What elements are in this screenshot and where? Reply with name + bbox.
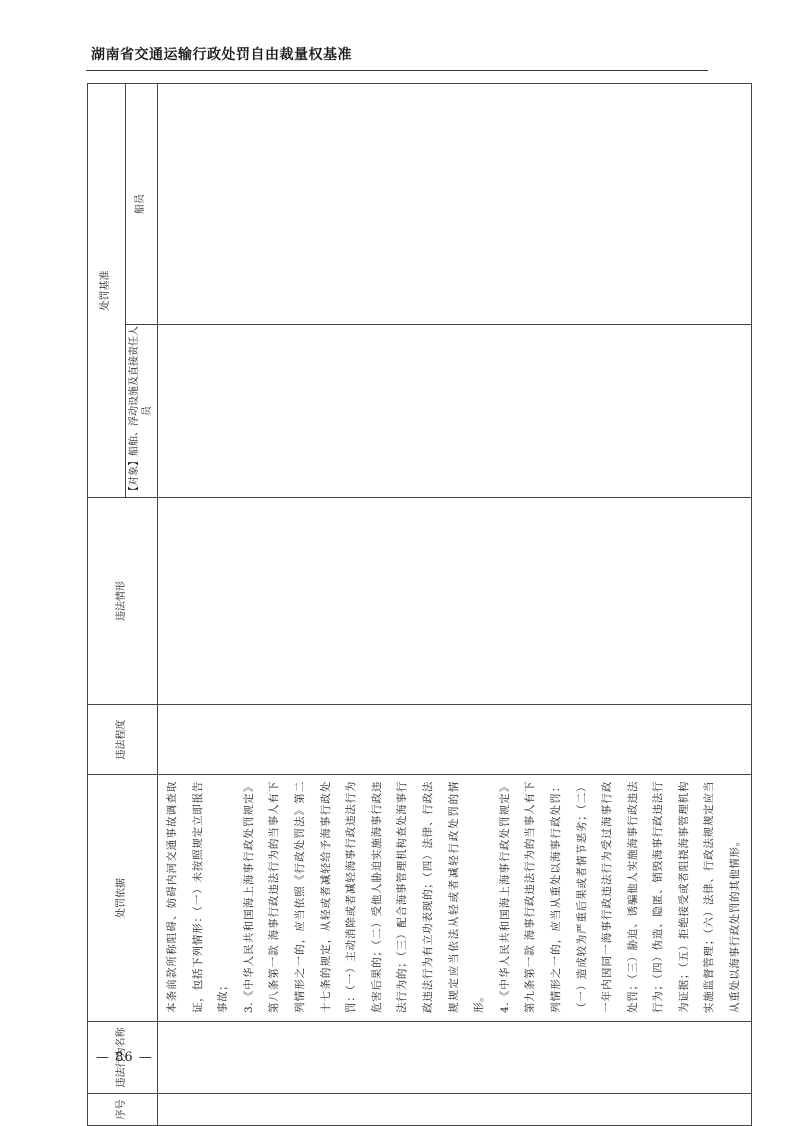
page-number: — 86 — xyxy=(96,1050,153,1065)
header-target-crew: 船员 xyxy=(126,84,158,325)
cell-circumstances xyxy=(158,498,752,705)
cell-severity xyxy=(158,705,752,775)
cell-seq xyxy=(158,1094,752,1126)
running-head: 湖南省交通运输行政处罚自由裁量权基准 xyxy=(91,47,352,63)
basis-paragraph: 本条前款所称阻碍、妨碍内河交通事故调查取证，包括下列情形：（一）未按照规定立即报告事故； xyxy=(166,781,230,1013)
header-rule xyxy=(86,70,708,71)
header-target-vessel: 【对象】船舶、浮动设施及直接责任人员 xyxy=(126,325,158,498)
header-circumstances: 违法情形 xyxy=(88,498,158,705)
header-severity: 违法程度 xyxy=(88,705,158,775)
penalty-standard-table xyxy=(87,83,752,1126)
cell-violation-name xyxy=(158,1022,752,1094)
header-penalty-basis: 处罚依据 xyxy=(88,775,158,1022)
rotated-table-frame xyxy=(87,84,742,1126)
cell-target-crew xyxy=(158,84,752,325)
header-seq: 序号 xyxy=(88,1094,158,1126)
penalty-basis-text xyxy=(160,781,749,1013)
cell-penalty-basis xyxy=(158,775,752,1022)
penalty-table-container xyxy=(87,84,742,1126)
basis-paragraph: 4.《中华人民共和国海上海事行政处罚规定》第九条第一款 海事行政违法行为的当事人有下列情形之一的，应当从重处以海事行政处罚：（一）造成较为严重后果或者情节恶劣；（二）一年内因同一海事行政违法行为受过海事行政处罚；（三）胁迫、诱骗他人实施海事行政违法行为；（四）伪造、隐匿、销毁海事行政违法行为证据；（五）拒绝接受或者阻挠海事管理机构实施监督管理；（六）法律、行政法规规定应当从重处以海事行政处罚的其他情形。 xyxy=(498,781,742,1013)
basis-paragraph: 3.《中华人民共和国海上海事行政处罚规定》第八条第一款 海事行政违法行为的当事人有下列情形之一的，应当依照《行政处罚法》第二十七条的规定，从轻或者减轻给予海事行政处罚：（一）主动消除或者减轻海事行政违法行为危害后果的；（二）受他人胁迫实施海事行政违法行为的；（三）配合海事管理机构查处海事行政违法行为有立功表现的；（四）法律、行政法规规定应当依法从轻或者减轻行政处罚的情形。 xyxy=(242,781,486,1013)
cell-target-vessel xyxy=(158,325,752,498)
table-row xyxy=(158,84,752,1126)
header-penalty-standard: 处罚基准 xyxy=(88,84,126,498)
header-violation-name: 违法行为名称 xyxy=(88,1022,158,1094)
